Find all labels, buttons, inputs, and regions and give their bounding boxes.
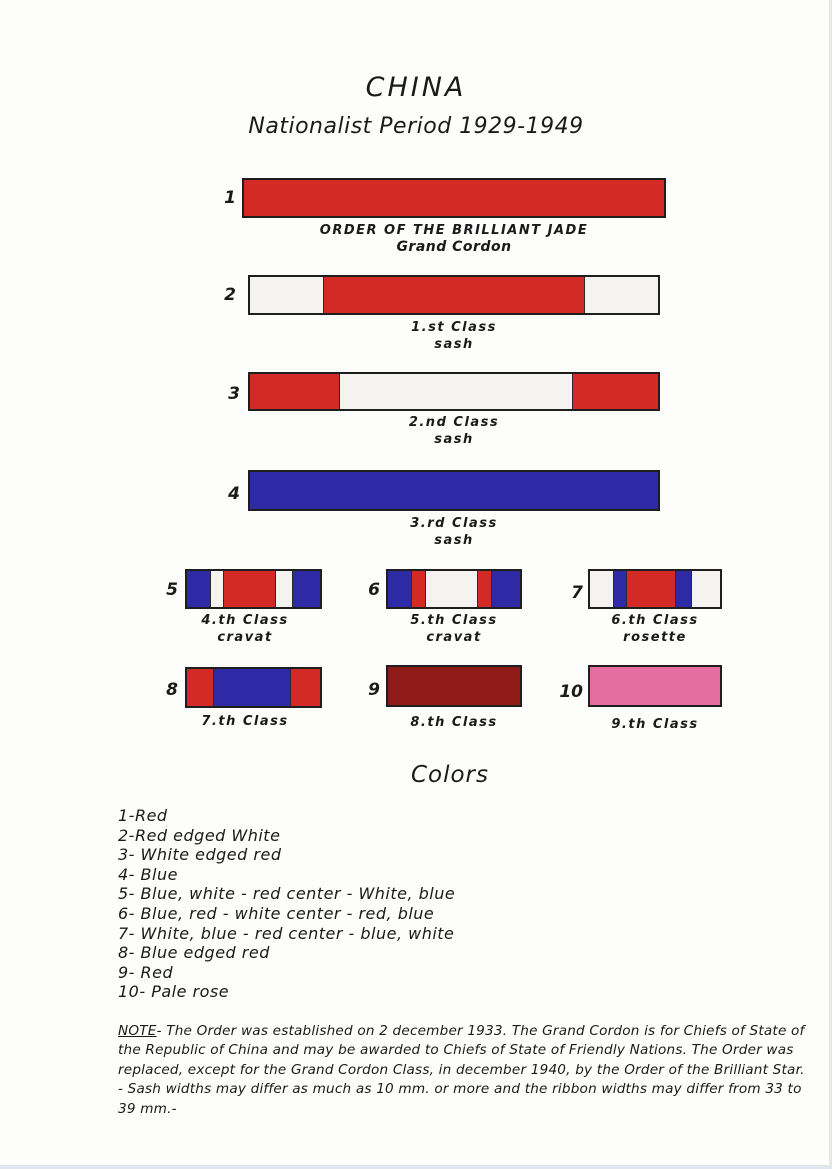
- ribbon-caption-6: [386, 612, 522, 646]
- colors-heading: Colors: [410, 762, 490, 788]
- ribbon-5: [185, 569, 322, 609]
- ribbon-caption-10-line-1: 9.th Class: [611, 717, 699, 732]
- ribbon-caption-9: [386, 714, 522, 731]
- ribbon-stripe-white: [210, 571, 223, 607]
- ribbon-stripe-red: [250, 374, 339, 409]
- page-title: CHINA: [365, 72, 467, 103]
- ribbon-caption-4-line-1: 3.rd Class: [410, 516, 498, 531]
- ribbon-caption-2: [248, 319, 660, 353]
- ribbon-stripe-red: [223, 571, 276, 607]
- colors-list-item: 1-Red: [118, 806, 168, 825]
- ribbon-number-4: 4: [228, 484, 240, 504]
- note-paragraph: [118, 1022, 808, 1119]
- ribbon-9: [386, 665, 522, 707]
- ribbon-stripe-white: [584, 277, 658, 313]
- ribbon-stripe-blue: [388, 571, 411, 607]
- ribbon-stripe-blue: [250, 472, 658, 509]
- ribbon-stripe-blue: [491, 571, 520, 607]
- ribbon-caption-3: [248, 414, 660, 448]
- ribbon-caption-9-line-1: 8.th Class: [410, 715, 498, 730]
- ribbon-caption-8-line-1: 7.th Class: [201, 714, 289, 729]
- note-text: - The Order was established on 2 december 1933. The Grand Cordon is for Chiefs of State of the Republic of China and may be awarded to Chiefs of State of Friendly Nations. The Order was replaced, except for the Grand Cordon Class, in december 1940, by the Order of the Brilliant Star. - Sash widths may differ as much as 10 mm. or more and the ribbon widths may differ from 33 to 39 mm.-: [118, 1023, 805, 1117]
- colors-list-item: 10- Pale rose: [118, 982, 230, 1002]
- ribbon-stripe-white: [339, 374, 571, 409]
- ribbon-stripe-blue: [292, 571, 320, 607]
- ribbon-stripe-white: [590, 571, 613, 607]
- colors-list: [118, 806, 455, 1002]
- ribbon-caption-2-line-1: 1.st Class: [411, 320, 497, 335]
- ribbon-1: [242, 178, 666, 218]
- colors-list-item: 6- Blue, red - white center - red, blue: [118, 903, 435, 923]
- ribbon-stripe-white: [250, 277, 323, 313]
- ribbon-number-9: 9: [368, 680, 380, 700]
- ribbon-caption-5-line-1: 4.th Class: [201, 613, 289, 628]
- ribbon-stripe-white: [691, 571, 720, 607]
- ribbon-stripe-white: [425, 571, 477, 607]
- ribbon-7: [588, 569, 722, 609]
- ribbon-stripe-blue: [613, 571, 627, 607]
- ribbon-6: [386, 569, 522, 609]
- ribbon-stripe-red: [572, 374, 658, 409]
- ribbon-number-10: 10: [559, 682, 583, 702]
- ribbon-caption-5: [170, 612, 320, 646]
- ribbon-caption-1-line-2: Grand Cordon: [396, 239, 512, 255]
- ribbon-caption-2-line-2: sash: [434, 337, 474, 352]
- colors-list-item: 2-Red edged White: [118, 825, 281, 845]
- ribbon-caption-6-line-1: 5.th Class: [410, 613, 498, 628]
- page-subtitle: Nationalist Period 1929-1949: [248, 114, 584, 139]
- colors-list-item: 3- White edged red: [118, 845, 282, 865]
- ribbon-number-2: 2: [224, 285, 236, 305]
- ribbon-caption-8: [170, 713, 320, 730]
- ribbon-number-1: 1: [224, 188, 236, 208]
- ribbon-stripe-white: [275, 571, 291, 607]
- ribbon-number-7: 7: [571, 583, 583, 603]
- ribbon-caption-7: [588, 612, 722, 646]
- ribbon-stripe-red: [290, 669, 320, 706]
- ribbon-caption-4-line-2: sash: [434, 533, 474, 548]
- colors-list-item: 9- Red: [118, 962, 174, 982]
- ribbon-3: [248, 372, 660, 411]
- ribbon-8: [185, 667, 322, 708]
- ribbon-caption-6-line-2: cravat: [426, 630, 482, 645]
- ribbon-caption-4: [248, 515, 660, 549]
- ribbon-number-8: 8: [166, 680, 178, 700]
- ribbon-caption-1-line-1: ORDER OF THE BRILLIANT JADE: [319, 223, 589, 238]
- ribbon-caption-3-line-1: 2.nd Class: [408, 415, 500, 430]
- ribbon-stripe-dark-red: [388, 667, 520, 705]
- colors-list-item: 7- White, blue - red center - blue, white: [118, 923, 455, 943]
- ribbon-number-6: 6: [368, 580, 380, 600]
- ribbon-stripe-blue: [187, 571, 210, 607]
- ribbon-2: [248, 275, 660, 315]
- ribbon-stripe-red: [477, 571, 491, 607]
- ribbon-caption-7-line-1: 6.th Class: [611, 613, 699, 628]
- ribbon-stripe-red: [411, 571, 425, 607]
- ribbon-caption-3-line-2: sash: [434, 432, 474, 447]
- ribbon-caption-1: [242, 222, 666, 256]
- ribbon-stripe-red: [244, 180, 664, 216]
- ribbon-caption-10: [588, 716, 722, 733]
- ribbon-stripe-red: [626, 571, 675, 607]
- ribbon-4: [248, 470, 660, 511]
- ribbon-stripe-pale-rose: [590, 667, 720, 705]
- ribbon-stripe-blue: [675, 571, 691, 607]
- colors-list-item: 5- Blue, white - red center - White, blue: [118, 884, 456, 904]
- ribbon-stripe-red: [323, 277, 584, 313]
- ribbon-stripe-red: [187, 669, 213, 706]
- ribbon-stripe-blue: [213, 669, 290, 706]
- colors-list-item: 4- Blue: [118, 864, 178, 884]
- ribbon-number-3: 3: [228, 384, 240, 404]
- colors-list-item: 8- Blue edged red: [118, 943, 270, 963]
- note-label: NOTE: [118, 1023, 157, 1039]
- ribbon-10: [588, 665, 722, 707]
- ribbon-caption-5-line-2: cravat: [217, 630, 273, 645]
- ribbon-caption-7-line-2: rosette: [623, 630, 687, 645]
- ribbon-number-5: 5: [166, 580, 178, 600]
